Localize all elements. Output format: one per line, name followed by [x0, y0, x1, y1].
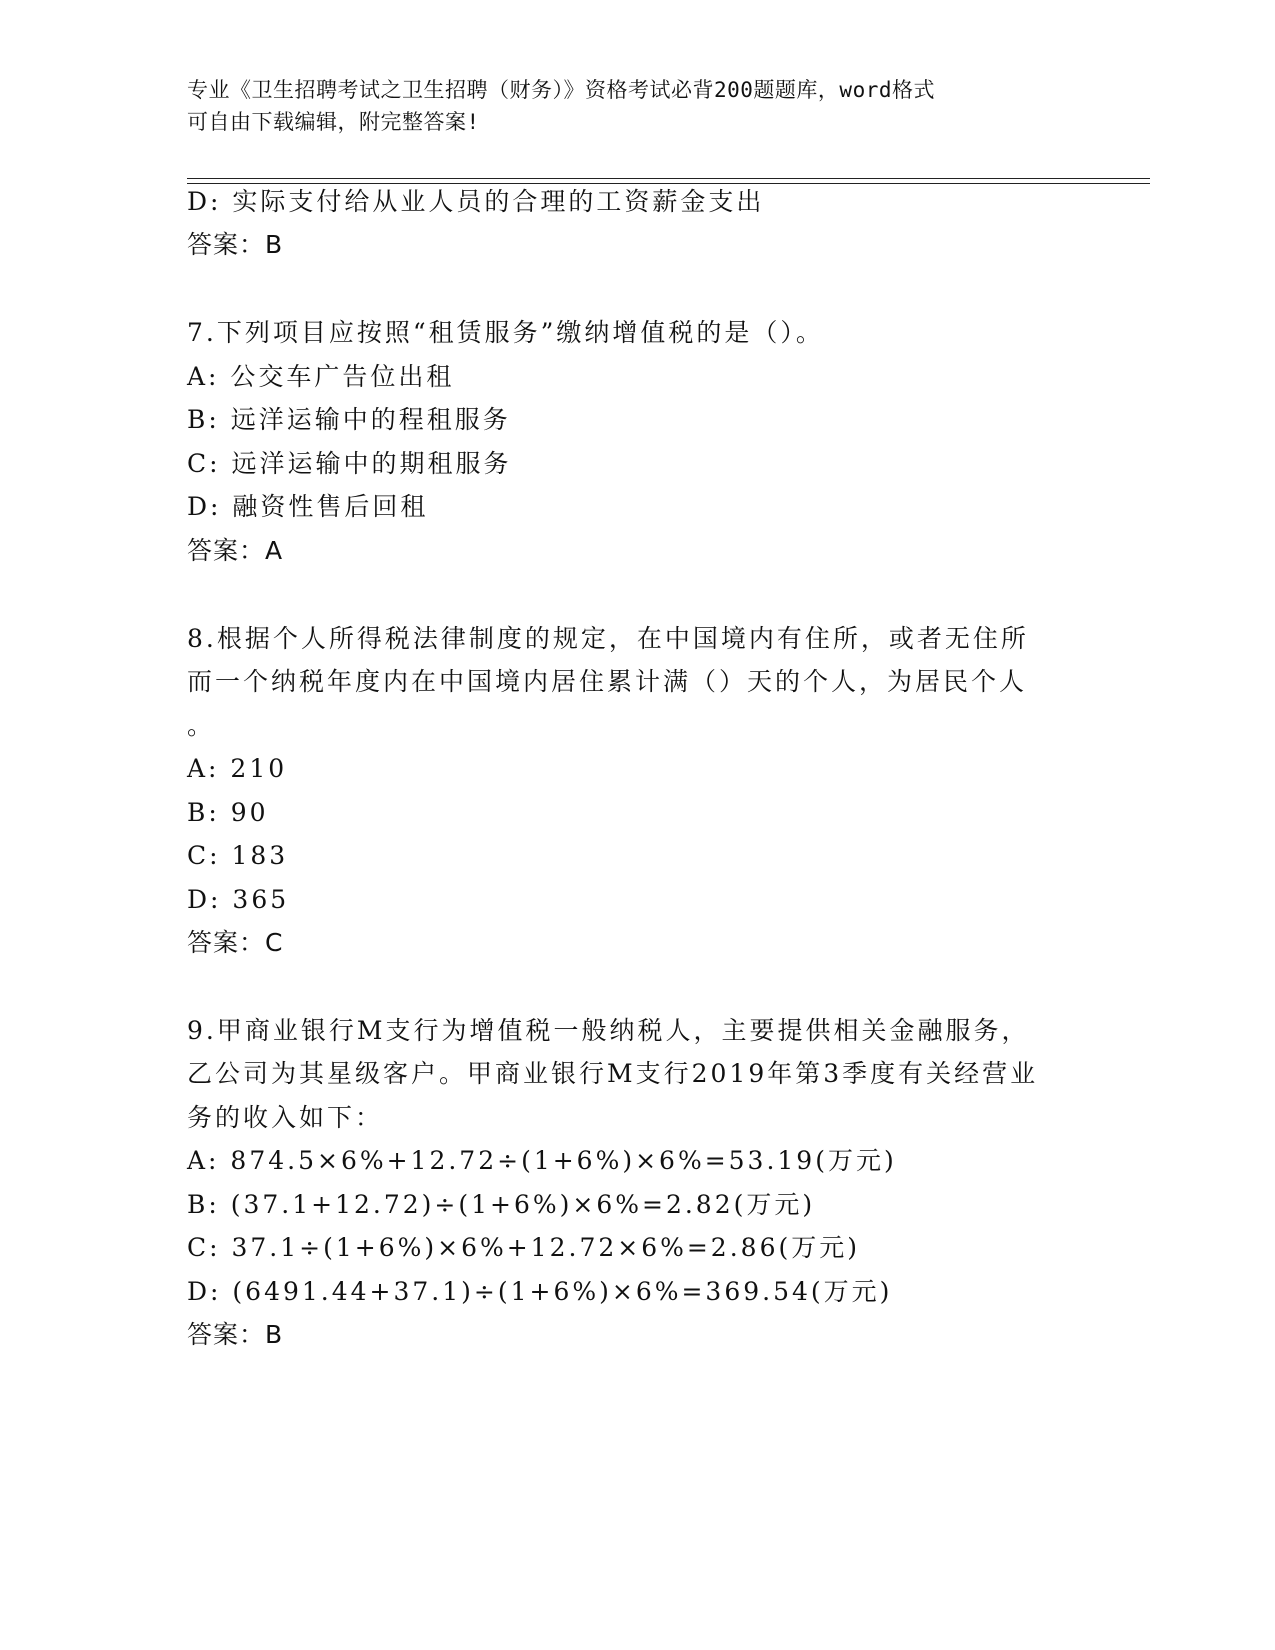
q8-stem-line3: 。 — [187, 711, 216, 740]
q7-answer: 答案：A — [187, 536, 284, 565]
q8-option-b: B: 90 — [187, 798, 269, 827]
q7-option-b: B: 远洋运输中的程租服务 — [187, 405, 511, 434]
prev-option-d: D: 实际支付给从业人员的合理的工资薪金支出 — [187, 187, 765, 216]
q7-option-d: D: 融资性售后回租 — [187, 492, 429, 521]
q9-option-d: D: (6491.44+37.1)÷(1+6%)×6%=369.54(万元) — [187, 1277, 893, 1306]
q7-option-c: C: 远洋运输中的期租服务 — [187, 449, 512, 478]
q9-option-c: C: 37.1÷(1+6%)×6%+12.72×6%=2.86(万元) — [187, 1233, 860, 1262]
header-divider-bottom — [187, 183, 1150, 184]
q8-answer: 答案：C — [187, 928, 284, 957]
header-divider-top — [187, 178, 1150, 179]
document-header — [187, 74, 1067, 138]
q9-stem-line2: 乙公司为其星级客户。甲商业银行M支行2019年第3季度有关经营业 — [187, 1059, 1039, 1088]
q8-option-c: C: 183 — [187, 841, 289, 870]
q8-stem-line1: 8.根据个人所得税法律制度的规定，在中国境内有住所，或者无住所 — [187, 624, 1029, 653]
q7-stem: 7.下列项目应按照“租赁服务”缴纳增值税的是（）。 — [187, 318, 824, 347]
prev-answer: 答案：B — [187, 230, 284, 259]
q9-option-b: B: (37.1+12.72)÷(1+6%)×6%=2.82(万元) — [187, 1190, 816, 1219]
q9-option-a: A: 874.5×6%+12.72÷(1+6%)×6%=53.19(万元) — [187, 1146, 897, 1175]
header-title-line1: 专业《卫生招聘考试之卫生招聘（财务）》资格考试必背200题题库，word格式 — [187, 78, 935, 102]
q7-option-a: A: 公交车广告位出租 — [187, 362, 455, 391]
q8-option-a: A: 210 — [187, 754, 288, 783]
q9-stem-line1: 9.甲商业银行M支行为增值税一般纳税人，主要提供相关金融服务， — [187, 1016, 1030, 1045]
q9-stem-line3: 务的收入如下： — [187, 1103, 384, 1132]
q8-option-d: D: 365 — [187, 885, 290, 914]
q8-stem-line2: 而一个纳税年度内在中国境内居住累计满（）天的个人，为居民个人 — [187, 667, 1028, 696]
header-title-line2: 可自由下载编辑，附完整答案! — [187, 110, 480, 134]
q9-answer: 答案：B — [187, 1320, 284, 1349]
